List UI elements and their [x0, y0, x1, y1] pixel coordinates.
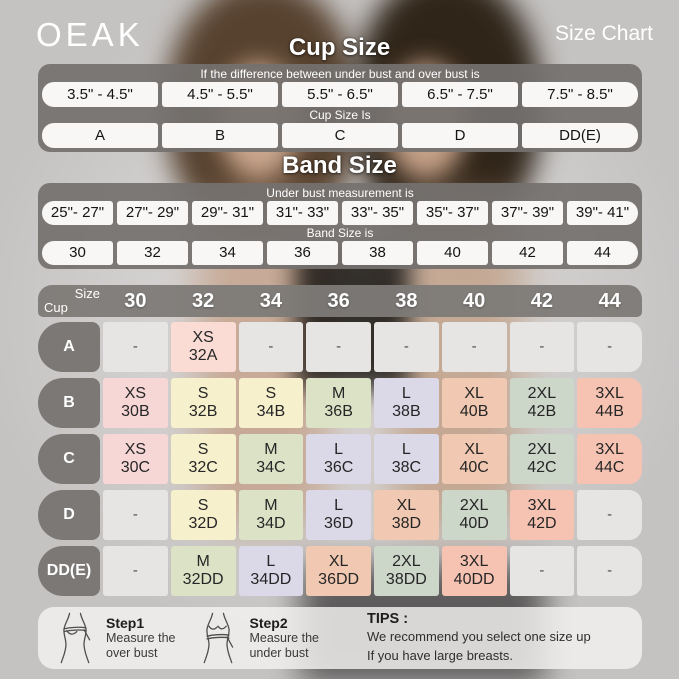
- band-range-cell: 25"- 27": [42, 201, 113, 225]
- band-size-title: Band Size: [282, 152, 397, 179]
- matrix-size-cell: -: [374, 322, 439, 372]
- matrix-size-cell: -: [103, 322, 168, 372]
- matrix-size-cell: -: [510, 322, 575, 372]
- matrix-size-cell: -: [577, 546, 642, 596]
- measure-over-bust-icon: [54, 612, 96, 664]
- matrix-size-cell: 3XL 40DD: [442, 546, 507, 596]
- matrix-row: [38, 490, 642, 540]
- measuring-guide-card: [38, 607, 642, 669]
- step2-line1: Measure the: [249, 631, 319, 646]
- band-number-cell: 30: [42, 241, 113, 265]
- matrix-column-header: 42: [530, 289, 553, 312]
- matrix-size-cell: XS 30C: [103, 434, 168, 484]
- band-range-cell: 31"- 33": [267, 201, 338, 225]
- measure-under-bust-icon: [197, 612, 239, 664]
- step2-line2: under bust: [249, 646, 309, 660]
- tips-block: [367, 611, 591, 666]
- band-number-cell: 42: [492, 241, 563, 265]
- band-range-row: [42, 201, 638, 225]
- matrix-size-cell: -: [103, 490, 168, 540]
- matrix-column-header: 34: [259, 289, 282, 312]
- tips-line2: If you have large breasts.: [366, 648, 513, 663]
- matrix-row-label: DD(E): [38, 546, 100, 596]
- cup-range-cell: 3.5" - 4.5": [42, 82, 158, 107]
- matrix-size-cell: -: [442, 322, 507, 372]
- matrix-size-cell: XL 40B: [442, 378, 507, 428]
- cup-letter-cell: A: [42, 123, 158, 148]
- step1-line2: over bust: [106, 646, 158, 660]
- matrix-row-label: B: [38, 378, 100, 428]
- band-number-cell: 40: [417, 241, 488, 265]
- corner-size-label: Size: [74, 286, 100, 301]
- cup-condition-banner: If the difference between under bust and over bust is: [200, 67, 480, 81]
- matrix-size-cell: S 32C: [171, 434, 236, 484]
- matrix-size-cell: L 38C: [374, 434, 439, 484]
- matrix-size-cell: XS 32A: [171, 322, 236, 372]
- matrix-row: [38, 322, 642, 372]
- cup-size-table: [38, 64, 642, 152]
- band-condition-banner: Under bust measurement is: [266, 186, 414, 200]
- matrix-column-header: 36: [327, 289, 350, 312]
- band-number-row: [42, 241, 638, 265]
- matrix-column-header: 44: [598, 289, 621, 312]
- band-range-cell: 37"- 39": [492, 201, 563, 225]
- cup-range-cell: 6.5" - 7.5": [402, 82, 518, 107]
- step1-title: Step1: [106, 615, 145, 632]
- matrix-size-cell: -: [510, 546, 575, 596]
- matrix-size-cell: S 32B: [171, 378, 236, 428]
- matrix-size-cell: M 36B: [306, 378, 371, 428]
- band-number-cell: 38: [342, 241, 413, 265]
- matrix-size-cell: 3XL 42D: [510, 490, 575, 540]
- matrix-column-header: 38: [395, 289, 418, 312]
- band-size-table: [38, 183, 642, 269]
- matrix-size-cell: 3XL 44B: [577, 378, 642, 428]
- matrix-size-cell: L 38B: [374, 378, 439, 428]
- step1-block: [106, 615, 175, 661]
- matrix-size-cell: L 36C: [306, 434, 371, 484]
- matrix-size-cell: -: [103, 546, 168, 596]
- matrix-size-cell: S 34B: [239, 378, 304, 428]
- band-result-banner: Band Size is: [306, 226, 374, 240]
- matrix-row: [38, 434, 642, 484]
- cup-result-banner: Cup Size Is: [309, 108, 371, 122]
- cup-letter-cell: B: [162, 123, 278, 148]
- matrix-size-cell: 2XL 38DD: [374, 546, 439, 596]
- corner-cup-label: Cup: [44, 300, 68, 315]
- matrix-size-cell: 3XL 44C: [577, 434, 642, 484]
- matrix-column-header: 32: [192, 289, 215, 312]
- cup-letter-row: [42, 123, 638, 148]
- cup-letter-cell: DD(E): [522, 123, 638, 148]
- matrix-size-cell: M 34D: [239, 490, 304, 540]
- matrix-size-cell: XL 40C: [442, 434, 507, 484]
- size-matrix: [38, 322, 642, 596]
- matrix-size-cell: XL 36DD: [306, 546, 371, 596]
- band-range-cell: 27"- 29": [117, 201, 188, 225]
- band-range-cell: 35"- 37": [417, 201, 488, 225]
- matrix-header-row: [38, 285, 642, 317]
- matrix-size-cell: S 32D: [171, 490, 236, 540]
- band-range-cell: 29"- 31": [192, 201, 263, 225]
- matrix-size-cell: -: [239, 322, 304, 372]
- band-number-cell: 32: [117, 241, 188, 265]
- cup-size-title: Cup Size: [288, 34, 391, 61]
- matrix-size-cell: XL 38D: [374, 490, 439, 540]
- cup-letter-cell: C: [282, 123, 398, 148]
- tips-line1: We recommend you select one size up: [366, 628, 591, 644]
- matrix-size-cell: L 34DD: [239, 546, 304, 596]
- matrix-corner-cell: [38, 285, 100, 317]
- matrix-size-cell: 2XL 42B: [510, 378, 575, 428]
- band-number-cell: 36: [267, 241, 338, 265]
- step2-block: [249, 615, 318, 661]
- matrix-size-cell: XS 30B: [103, 378, 168, 428]
- tips-title: TIPS :: [366, 610, 409, 627]
- cup-range-row: [42, 82, 638, 107]
- matrix-row: [38, 378, 642, 428]
- matrix-size-cell: M 32DD: [171, 546, 236, 596]
- cup-range-cell: 5.5" - 6.5": [282, 82, 398, 107]
- page-title: Size Chart: [554, 22, 653, 45]
- matrix-size-cell: 2XL 42C: [510, 434, 575, 484]
- matrix-size-cell: 2XL 40D: [442, 490, 507, 540]
- matrix-column-header: 40: [463, 289, 486, 312]
- band-number-cell: 34: [192, 241, 263, 265]
- matrix-size-cell: L 36D: [306, 490, 371, 540]
- matrix-size-cell: M 34C: [239, 434, 304, 484]
- band-number-cell: 44: [567, 241, 638, 265]
- matrix-size-cell: -: [577, 322, 642, 372]
- matrix-size-cell: -: [306, 322, 371, 372]
- matrix-row-label: C: [38, 434, 100, 484]
- matrix-size-cell: -: [577, 490, 642, 540]
- brand-logo: OEAK: [36, 16, 144, 53]
- band-range-cell: 39"- 41": [567, 201, 638, 225]
- matrix-row-label: A: [38, 322, 100, 372]
- step1-line1: Measure the: [106, 631, 176, 646]
- cup-range-cell: 7.5" - 8.5": [522, 82, 638, 107]
- matrix-row: [38, 546, 642, 596]
- matrix-row-label: D: [38, 490, 100, 540]
- cup-letter-cell: D: [402, 123, 518, 148]
- matrix-column-header: 30: [124, 289, 147, 312]
- cup-range-cell: 4.5" - 5.5": [162, 82, 278, 107]
- step2-title: Step2: [249, 615, 288, 632]
- band-range-cell: 33"- 35": [342, 201, 413, 225]
